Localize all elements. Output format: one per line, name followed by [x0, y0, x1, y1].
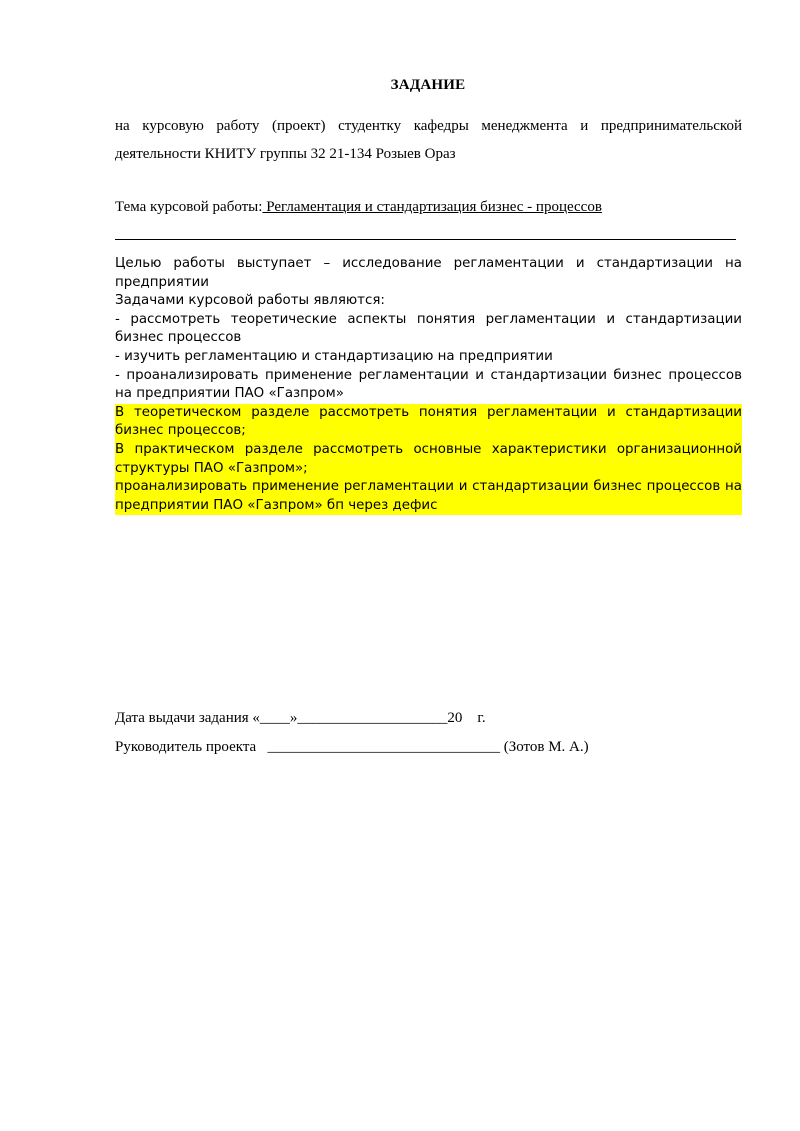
- theme-underline-left: [115, 239, 270, 240]
- theme-label: Тема курсовой работы:: [115, 199, 263, 215]
- supervisor-signature-blank: _______________________________: [267, 739, 500, 755]
- theme-value: Регламентация и стандартизация бизнес - процессов: [262, 199, 602, 215]
- intro-line-2: деятельности КНИТУ группы 32 21-134 Розыев Ораз: [115, 146, 456, 162]
- issue-date-suffix: г.: [477, 710, 486, 726]
- supervisor-label: Руководитель проекта: [115, 739, 257, 755]
- document-title: ЗАДАНИЕ: [390, 77, 466, 93]
- task-item: - проанализировать применение регламентации и стандартизации бизнес процессов на предприятии ПАО «Газпром»: [115, 367, 742, 402]
- assignment-body: [115, 255, 742, 515]
- supervisor-name: (Зотов М. А.): [503, 739, 589, 755]
- supervisor-line: [115, 737, 589, 757]
- task-item: - рассмотреть теоретические аспекты понятия регламентации и стандартизации бизнес процессов: [115, 311, 742, 346]
- theme-underline-right: [270, 239, 736, 240]
- assignment-intro: [115, 112, 742, 168]
- issue-date-line: [115, 708, 486, 728]
- highlighted-task: В теоретическом разделе рассмотреть понятия регламентации и стандартизации бизнес процессов;: [115, 404, 742, 441]
- highlighted-task: проанализировать применение регламентации и стандартизации бизнес процессов на предприятии ПАО «Газпром» бп через дефис: [115, 478, 742, 515]
- goal-paragraph: Целью работы выступает – исследование регламентации и стандартизации на предприятии: [115, 256, 742, 290]
- intro-line-1: на курсовую работу (проект) студентку кафедры менеджмента и предпринимательской: [115, 118, 742, 134]
- tasks-heading: Задачами курсовой работы являются:: [115, 293, 385, 309]
- issue-date-label: Дата выдачи задания «____»____________________20: [115, 710, 463, 726]
- course-theme: [115, 197, 602, 217]
- task-item: - изучить регламентацию и стандартизацию на предприятии: [115, 348, 553, 364]
- highlighted-task: В практическом разделе рассмотреть основные характеристики организационной структуры ПАО «Газпром»;: [115, 441, 742, 478]
